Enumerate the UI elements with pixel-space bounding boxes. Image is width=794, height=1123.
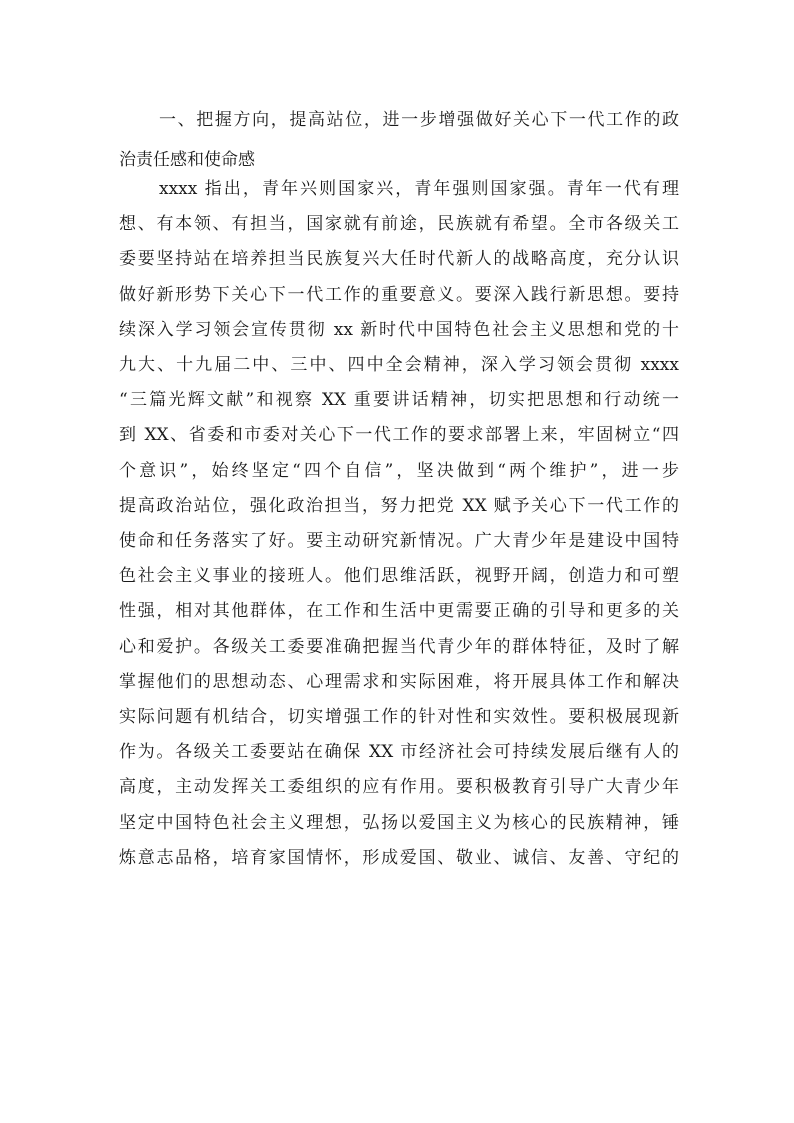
paragraph-line: “三篇光辉文献”和视察 XX 重要讲话精神，切实把思想和行动统一 (119, 390, 679, 411)
paragraph-line: 性强，相对其他群体，在工作和生活中更需要正确的引导和更多的关 (119, 601, 679, 622)
body-paragraph (119, 172, 679, 876)
paragraph-line: 做好新形势下关心下一代工作的重要意义。要深入践行新思想。要持 (119, 284, 679, 305)
paragraph-line: 坚定中国特色社会主义理想，弘扬以爱国主义为核心的民族精神，锤 (119, 812, 679, 833)
paragraph-line: 九大、十九届二中、三中、四中全会精神，深入学习领会贯彻 xxxx (119, 355, 679, 376)
paragraph-line: 掌握他们的思想动态、心理需求和实际困难，将开展具体工作和解决 (119, 671, 679, 692)
paragraph-line: 心和爱护。各级关工委要准确把握当代青少年的群体特征，及时了解 (119, 636, 679, 657)
paragraph-line: 委要坚持站在培养担当民族复兴大任时代新人的战略高度，充分认识 (119, 249, 679, 270)
paragraph-line: 使命和任务落实了好。要主动研究新情况。广大青少年是建设中国特 (119, 531, 679, 552)
paragraph-line: 到 XX、省委和市委对关心下一代工作的要求部署上来，牢固树立“四 (119, 425, 679, 446)
heading-line: 一、把握方向，提高站位，进一步增强做好关心下一代工作的政 (159, 110, 679, 130)
paragraph-line: 个意识”，始终坚定“四个自信”，坚决做到“两个维护”，进一步 (119, 460, 679, 481)
paragraph-line: 实际问题有机结合，切实增强工作的针对性和实效性。要积极展现新 (119, 707, 679, 728)
paragraph-line: 炼意志品格，培育家国情怀，形成爱国、敬业、诚信、友善、守纪的 (119, 847, 679, 868)
paragraph-line: xxxx 指出，青年兴则国家兴，青年强则国家强。青年一代有理 (159, 179, 679, 199)
paragraph-line: 作为。各级关工委要站在确保 XX 市经济社会可持续发展后继有人的 (119, 742, 679, 763)
heading-line: 治责任感和使命感 (119, 150, 255, 170)
paragraph-line: 想、有本领、有担当，国家就有前途，民族就有希望。全市各级关工 (119, 214, 679, 235)
paragraph-line: 提高政治站位，强化政治担当，努力把党 XX 赋予关心下一代工作的 (119, 495, 679, 516)
paragraph-line: 续深入学习领会宣传贯彻 xx 新时代中国特色社会主义思想和党的十 (119, 319, 679, 340)
section-heading (119, 100, 679, 180)
paragraph-line: 高度，主动发挥关工委组织的应有作用。要积极教育引导广大青少年 (119, 777, 679, 798)
paragraph-line: 色社会主义事业的接班人。他们思维活跃，视野开阔，创造力和可塑 (119, 566, 679, 587)
